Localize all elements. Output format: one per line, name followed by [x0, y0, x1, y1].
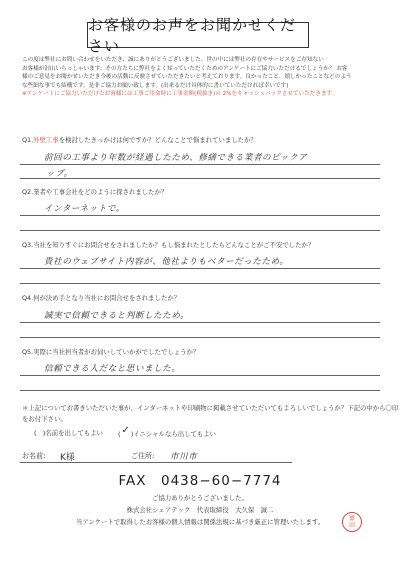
question-1-rest: を検討したきっかけは何ですか？どんなことで悩まれていましたか？ [58, 136, 257, 144]
question-5: Q5.実際に当社担当者がお伺いしていかがでしたでしょうか？ [22, 348, 200, 356]
page-title-text: お客様のお声をお聞かせください [88, 16, 297, 55]
consent-option-paren: ( [118, 430, 121, 438]
cashback-note: ※アンケートにご協力いただけたお客様には工事ご用命時に工事金額(税抜き)の 2%をキャッシュバックさせていただきます。 [22, 91, 338, 98]
answer-rule [20, 230, 380, 231]
address-label: ご住所: [131, 452, 155, 460]
stamp-char: 富 [348, 515, 355, 522]
answer-rule [20, 390, 380, 391]
answer-rule [20, 322, 380, 323]
fax-number: FAX 0438−60−7774 [118, 473, 282, 489]
intro-line: お客様が沢山いらっしゃいます。その方たちに弊社をよく知っていただくためのアンケートにご協力いただけるでしょうか？ お客 [22, 65, 348, 72]
answer-1-line-1: 前回の工事より年数が経過したため、修繕できる業者のピックア [44, 153, 308, 163]
answer-rule [20, 375, 380, 376]
answer-4: 誠実で信頼できると判断したため。 [44, 311, 190, 321]
answer-rule [20, 268, 380, 269]
intro-line: 様のご意見をお聞かせいただき今後の活動に反映させていただきたいと考えております。良かったこと、嬉しかったことなどのよう [22, 74, 352, 81]
page-title [87, 16, 309, 55]
consent-option-name-label: 名前を出してもよい [45, 429, 103, 437]
question-3: Q3.当社を知りすぐにお問合せをされましたか？もし悩まれたとしたらどんなことがご不安でしたか？ [22, 241, 315, 249]
intro-line: この度は弊社にお問い合わせをいただき、誠にありがとうございました。世の中には弊社の存在やサービスをご存知ない [22, 57, 324, 63]
question-1 [22, 135, 257, 144]
seal-stamp-icon [342, 512, 362, 532]
thanks-text: ご協力ありがとうございました。 [152, 494, 248, 502]
customer-address: 市川市 [170, 452, 198, 462]
answer-3: 貴社のウェブサイト内容が、他社よりもベターだったため。 [44, 257, 289, 267]
question-2: Q2.業者や工事会社をどのように探されましたか？ [22, 188, 168, 196]
intro-paragraph [22, 56, 382, 99]
question-4: Q4.何が決め手となり当社にお問合せをされましたか？ [22, 294, 181, 302]
consent-option-initials-label: )イニシャルなら出してもよい [130, 430, 217, 438]
stamp-char: 田 [348, 522, 355, 529]
answer-1-line-2: ップ。 [46, 169, 73, 179]
answer-5: 信頼できる人だなと思いました。 [44, 364, 181, 374]
answer-rule [20, 215, 380, 216]
company-line: 株式会社シェアテック 代表取締役 大久保 誠二 [126, 506, 274, 514]
check-mark-icon: ✓ [121, 425, 130, 436]
customer-name: K様 [60, 453, 75, 463]
answer-rule [20, 283, 380, 284]
consent-option-initials[interactable] [118, 425, 217, 439]
consent-option-paren: ( ) [34, 429, 46, 437]
consent-option-name[interactable] [34, 428, 103, 437]
answer-2: インターネットで。 [44, 204, 125, 214]
privacy-note: 当アンケートで取得したお客様の個人情報は関係法規に基づき厳正に管理いたします。 [75, 518, 325, 526]
intro-line: な些細な事でも結構です。是非ご協力お願い致します。(出来るだけ具体的に書いていただければ幸いです) [22, 82, 289, 89]
answer-rule [20, 164, 380, 165]
answer-rule [20, 337, 380, 338]
consent-question-cont: をお付下さい。 [22, 415, 67, 423]
name-label: お名前: [22, 452, 46, 460]
consent-question: ＊上記についてお書きいただいた事が、インターネットや印刷物に掲載させていただいてもよろしいでしょうか？下記の中から〇印 [22, 404, 399, 412]
name-row-rule [20, 462, 292, 463]
question-1-highlight: 外壁工事 [33, 136, 59, 144]
answer-rule [20, 178, 380, 179]
question-1-prefix: Q1. [22, 136, 34, 144]
